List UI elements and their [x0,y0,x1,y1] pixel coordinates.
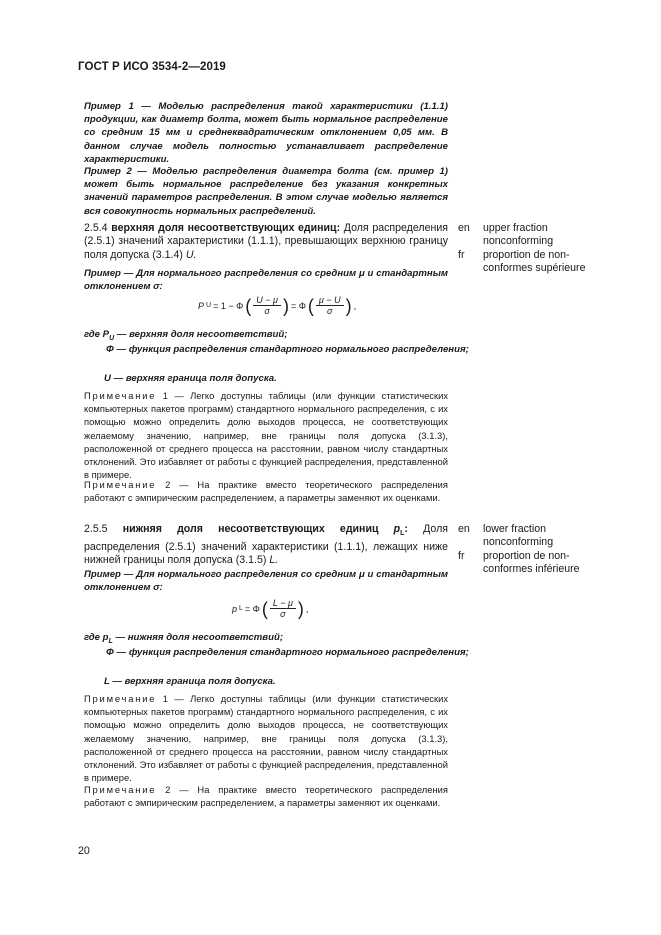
term-2-5-4 [84,222,448,262]
fraction-1: $\frac{L - \mu}{\sigma}$ [270,598,296,619]
term-title-symbol: p [393,523,401,535]
paren: ) [297,598,304,619]
term-title: верхняя доля несоответствующих единиц: [111,222,341,234]
term-2-5-4-translations [458,222,638,282]
formula-eq2: = Φ [290,300,306,311]
document-header: ГОСТ Р ИСО 3534-2—2019 [78,61,226,73]
term-definition: Доля распределения (2.5.1) значений характеристики (1.1.1), превышающих верхнюю границу поля допуска (3.1.4) [84,222,448,261]
term-2-5-5-translations [458,523,638,583]
fr-term-line2: conformes supérieure [483,262,586,275]
paren: ( [307,295,314,316]
term-symbol: L. [269,553,279,566]
paren: ( [261,598,268,619]
formula-upper [198,295,356,316]
page-number: 20 [78,845,90,857]
def-phi-lower: Φ — функция распределения стандартного нормального распределения; [106,647,469,658]
formula-eq1: = 1 − Φ [213,300,244,311]
en-term-line1: upper fraction [483,222,548,234]
note-1-upper: Примечание 1 — Легко доступны таблицы (или функции статистических компьютерных пакетов программ) стандартного нормального распределения, с их помощью можно определить долю выходов процесса, не соответствующих желаемому значению, например, вне границы поля допуска (3.1.3), расположенной от среднего процесса на расстоянии, равном числу стандартных отклонений. Это избавляет от работы с функцией распределения, представленной в примере. [84,390,449,481]
paren: ) [345,295,352,316]
fr-term-line2: conformes inférieure [483,563,580,576]
formula-lhs-sub: U [206,302,212,309]
def-l: L — верхняя граница поля допуска. [104,676,276,687]
example-2: Пример 2 — Моделью распределения диаметра болта (см. пример 1) может быть нормальное распределение без указания конкретных значений параметров распределения. В этом случае моделью является вся совокупность нормальных распределений. [84,166,448,217]
fr-term-line1: proportion de non- [483,248,570,261]
term-title-sub: L [400,530,405,538]
term-2-5-5 [84,523,448,567]
term-2-5-4-example: Пример — Для нормального распределения со средним μ и стандартным отклонением σ: [84,268,448,293]
en-term-line2: nonconforming [483,235,554,248]
term-title-colon: : [404,523,408,535]
def-u: U — верхняя граница поля допуска. [104,373,277,384]
term-title: нижняя доля несоответствующих единиц [122,523,379,535]
where-upper: где $P_U$ — верхняя доля несоответствий; [84,329,288,342]
formula-lhs: P [198,300,205,311]
formula-end: , [353,300,357,311]
fraction-2: $\frac{\mu - U}{\sigma}$ [316,295,344,316]
term-2-5-5-example: Пример — Для нормального распределения со средним μ и стандартным отклонением σ: [84,569,448,594]
paren: ) [282,295,289,316]
formula-lhs: p [232,603,238,614]
term-number: 2.5.5 [84,523,108,535]
formula-eq1: = Φ [244,603,260,614]
note-2-lower: Примечание 2 — На практике вместо теоретического распределения работают с эмпирическим распределением, а параметры заменяют их оценками. [84,784,448,809]
lang-fr: fr [458,248,465,261]
en-term-line2: nonconforming [483,536,554,549]
formula-lower [232,598,308,619]
fraction-1: $\frac{U - \mu}{\sigma}$ [253,295,281,316]
term-definition: Доля распределения (2.5.1) значений характеристики (1.1.1), лежащих ниже нижней границы поля допуска (3.1.5) [84,523,448,566]
note-2-upper: Примечание 2 — На практике вместо теоретического распределения работают с эмпирическим распределением, а параметры заменяют их оценками. [84,479,448,504]
paren: ( [245,295,252,316]
formula-lhs-sub: L [239,605,243,612]
fr-term-line1: proportion de non- [483,549,570,562]
lang-en: en [458,222,470,234]
where-lower: где $p_L$ — нижняя доля несоответствий; [84,632,284,645]
lang-en: en [458,523,470,535]
term-symbol: U. [185,248,197,261]
def-phi-upper: Φ — функция распределения стандартного нормального распределения; [106,344,469,355]
lang-fr: fr [458,549,465,562]
example-1: Пример 1 — Моделью распределения такой характеристики (1.1.1) продукции, как диаметр болта, может быть нормальное распределение со средним 15 мм и среднеквадратическим отклонением 0,05 мм. В данном случае модель полностью устанавливает распределение характеристики. [84,101,448,165]
formula-end: , [305,603,309,614]
en-term-line1: lower fraction [483,523,546,535]
term-number: 2.5.4 [84,222,108,234]
note-1-lower: Примечание 1 — Легко доступны таблицы (или функции статистических компьютерных пакетов программ) стандартного нормального распределения, с их помощью можно определить долю выходов процесса, не соответствующих желаемому значению, например, вне границы поля допуска (3.1.3), расположенной от среднего процесса на расстоянии, равном числу стандартных отклонений. Это избавляет от работы с функцией распределения, представленной в примере. [84,693,449,784]
